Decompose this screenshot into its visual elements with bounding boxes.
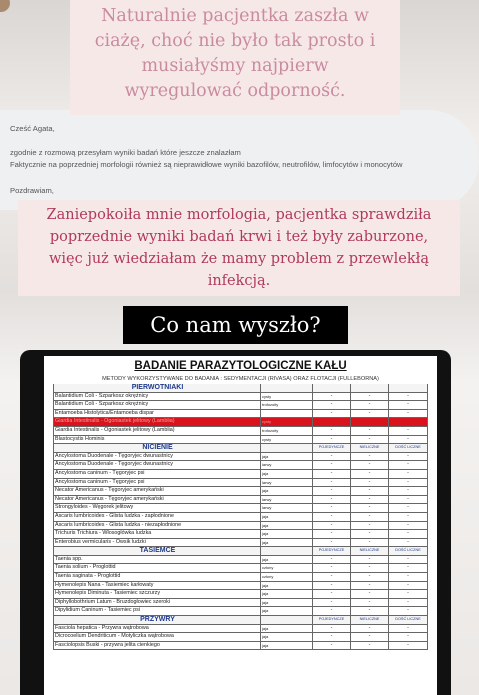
result-cell: - bbox=[313, 470, 351, 478]
table-row bbox=[53, 504, 428, 513]
result-cell: - bbox=[351, 599, 389, 607]
caption-line: ciażę, choć nie było tak prosto i bbox=[94, 31, 376, 51]
result-cell: - bbox=[351, 453, 389, 461]
specimen-form: jaja bbox=[261, 453, 313, 461]
result-cell: - bbox=[313, 401, 351, 409]
result-cell: - bbox=[313, 625, 351, 633]
table-row bbox=[53, 590, 428, 599]
lab-report-document bbox=[44, 356, 437, 695]
caption-top bbox=[70, 0, 400, 115]
parasite-name: Dipylidium Caninum - Tasiemiec psi bbox=[53, 607, 261, 615]
result-cell: - bbox=[313, 607, 351, 615]
parasite-name: Entamoeba Histolytica/Entamoeba dispar bbox=[53, 410, 261, 418]
result-cell: - bbox=[389, 427, 428, 435]
parasite-name: Ascaris lumbricoides - Glista ludzka - niezapłodnione bbox=[53, 522, 261, 530]
result-cell: - bbox=[389, 564, 428, 572]
result-cell: - bbox=[313, 642, 351, 650]
table-row bbox=[53, 573, 428, 582]
parasite-name: Fasciola hepatica - Przywra wątrobowa bbox=[53, 625, 261, 633]
result-cell: - bbox=[313, 522, 351, 530]
table-row bbox=[53, 453, 428, 462]
result-cell: - bbox=[351, 642, 389, 650]
table-cell bbox=[261, 384, 313, 392]
result-cell: - bbox=[313, 427, 351, 435]
result-cell: - bbox=[351, 607, 389, 615]
result-cell: - bbox=[389, 487, 428, 495]
table-section-header bbox=[53, 384, 428, 393]
parasite-name: Ancylostoma Duodenale - Tęgoryjec dwunastnicy bbox=[53, 461, 261, 469]
column-header: DOŚĆ LICZNE bbox=[389, 547, 428, 555]
column-header: POJEDYNCZE bbox=[313, 616, 351, 624]
table-cell bbox=[261, 616, 313, 624]
table-row bbox=[53, 599, 428, 608]
table-row bbox=[53, 522, 428, 531]
result-cell: - bbox=[389, 436, 428, 444]
table-row bbox=[53, 564, 428, 573]
section-title: PIERWOTNIAKI bbox=[53, 384, 261, 392]
caption-line: infekcją. bbox=[207, 273, 271, 289]
column-header: NIELICZNE bbox=[351, 547, 389, 555]
result-cell: - bbox=[351, 470, 389, 478]
email-signoff: Pozdrawiam, bbox=[10, 186, 54, 195]
parasite-name: Blastocystis Hominis bbox=[53, 436, 261, 444]
result-cell: - bbox=[351, 427, 389, 435]
result-cell: - bbox=[351, 496, 389, 504]
parasite-name: Balantidium Coli - Szparkosz okrężnicy bbox=[53, 401, 261, 409]
caption-line: musiałyśmy najpierw bbox=[141, 56, 329, 76]
result-cell: - bbox=[389, 607, 428, 615]
result-cell: - bbox=[389, 539, 428, 547]
table-section-header bbox=[53, 547, 428, 556]
column-header: POJEDYNCZE bbox=[313, 444, 351, 452]
parasite-name: Ancylostoma caninum - Tęgoryjec psi bbox=[53, 470, 261, 478]
parasite-name: Balantidium Coli - Szparkosz okrężnicy bbox=[53, 393, 261, 401]
parasite-name: Giardia Intestinalis - Ogoniastek jelitowy (Lamblia) bbox=[53, 427, 261, 435]
specimen-form: jaja bbox=[261, 530, 313, 538]
section-title: TASIEMCE bbox=[53, 547, 261, 555]
column-header: POJEDYNCZE bbox=[313, 547, 351, 555]
specimen-form: cysty bbox=[261, 436, 313, 444]
parasite-name: Necator Americanus - Tęgoryjec amerykański bbox=[53, 487, 261, 495]
result-cell: - bbox=[313, 573, 351, 581]
specimen-form: jaja bbox=[261, 522, 313, 530]
result-cell: - bbox=[313, 513, 351, 521]
result-cell: - bbox=[313, 487, 351, 495]
specimen-form: cysty bbox=[261, 418, 313, 426]
table-row bbox=[53, 607, 428, 616]
result-cell: - bbox=[351, 590, 389, 598]
specimen-form: trofozoity bbox=[261, 427, 313, 435]
result-cell: - bbox=[389, 401, 428, 409]
result-cell: - bbox=[313, 504, 351, 512]
result-cell: - bbox=[351, 410, 389, 418]
section-title: PRZYWRY bbox=[53, 616, 261, 624]
result-cell: - bbox=[389, 625, 428, 633]
result-cell: - bbox=[313, 453, 351, 461]
parasite-name: Strongyloides - Węgorek jelitowy bbox=[53, 504, 261, 512]
result-cell: - bbox=[389, 556, 428, 564]
result-cell: - bbox=[389, 530, 428, 538]
caption-question: Co nam wyszło? bbox=[123, 306, 348, 344]
specimen-form: jaja bbox=[261, 582, 313, 590]
caption-mid bbox=[18, 200, 460, 296]
result-cell: - bbox=[389, 496, 428, 504]
result-cell: - bbox=[351, 539, 389, 547]
specimen-form: larwy bbox=[261, 461, 313, 469]
result-cell: - bbox=[389, 393, 428, 401]
table-row bbox=[53, 470, 428, 479]
specimen-form: trofozoity bbox=[261, 401, 313, 409]
result-cell: - bbox=[351, 461, 389, 469]
result-cell: - bbox=[389, 599, 428, 607]
table-row bbox=[53, 410, 428, 419]
result-cell: - bbox=[313, 564, 351, 572]
result-cell: - bbox=[389, 522, 428, 530]
specimen-form: człony bbox=[261, 573, 313, 581]
result-cell: - bbox=[389, 410, 428, 418]
column-header bbox=[313, 384, 351, 392]
email-snippet bbox=[0, 110, 479, 210]
parasite-name: Taenia solium - Proglottid bbox=[53, 564, 261, 572]
result-cell: - bbox=[351, 564, 389, 572]
specimen-form: jaja bbox=[261, 556, 313, 564]
document-subtitle: METODY WYKORZYSTYWANE DO BADANIA : SEDYMENTACJI (RIVASA) ORAZ FLOTACJI (FULLEBORNA) bbox=[102, 376, 379, 382]
result-cell: - bbox=[351, 401, 389, 409]
parasite-name: Ancylostoma caninum - Tęgoryjec psi bbox=[53, 479, 261, 487]
specimen-form: człony bbox=[261, 564, 313, 572]
table-row bbox=[53, 436, 428, 445]
caption-line: poprzednie wyniki badań krwi i też były zaburzone, bbox=[49, 229, 429, 245]
result-cell: - bbox=[351, 479, 389, 487]
specimen-form: larwy bbox=[261, 496, 313, 504]
specimen-form: jaja bbox=[261, 642, 313, 650]
result-cell: - bbox=[313, 599, 351, 607]
parasite-name: Hymenolepis Diminuta - Tasiemiec szczurzy bbox=[53, 590, 261, 598]
table-row bbox=[53, 530, 428, 539]
parasite-name: Necator Americanus - Tęgoryjec amerykański bbox=[53, 496, 261, 504]
parasite-name: Hymenolepis Nana - Tasiemiec karłowaty bbox=[53, 582, 261, 590]
parasite-name: Taenia saginata - Proglottid bbox=[53, 573, 261, 581]
result-cell: - bbox=[313, 582, 351, 590]
column-header: DOŚĆ LICZNE bbox=[389, 444, 428, 452]
specimen-form: jaja bbox=[261, 599, 313, 607]
result-cell: - bbox=[313, 539, 351, 547]
result-cell: - bbox=[313, 496, 351, 504]
result-cell: - bbox=[313, 530, 351, 538]
result-cell: - bbox=[313, 633, 351, 641]
result-cell: - bbox=[389, 582, 428, 590]
result-cell: - bbox=[313, 556, 351, 564]
result-cell: - bbox=[313, 410, 351, 418]
specimen-form: cysty bbox=[261, 393, 313, 401]
specimen-form: jaja bbox=[261, 625, 313, 633]
result-cell bbox=[313, 418, 351, 426]
result-cell: - bbox=[313, 590, 351, 598]
table-row bbox=[53, 539, 428, 548]
table-row bbox=[53, 479, 428, 488]
table-row bbox=[53, 487, 428, 496]
parasite-name: Diphyllobothrium Latum - Bruzdogłowiec szeroki bbox=[53, 599, 261, 607]
result-cell: - bbox=[389, 461, 428, 469]
parasite-name: Ascaris lumbricoides - Glista ludzka - zapłodnione bbox=[53, 513, 261, 521]
table-row bbox=[53, 633, 428, 642]
table-row bbox=[53, 461, 428, 470]
result-cell: - bbox=[351, 513, 389, 521]
result-cell: - bbox=[389, 504, 428, 512]
table-row bbox=[53, 401, 428, 410]
result-cell: - bbox=[313, 436, 351, 444]
result-cell: - bbox=[389, 573, 428, 581]
parasite-name: Trichuris Trichiura - Włosogłówka ludzka bbox=[53, 530, 261, 538]
section-title: NICIENIE bbox=[53, 444, 261, 452]
table-cell bbox=[261, 444, 313, 452]
parasite-name: Dicrocoelium Dendriticum - Motyliczka wątrobowa bbox=[53, 633, 261, 641]
result-cell: - bbox=[351, 582, 389, 590]
column-header bbox=[389, 384, 428, 392]
specimen-form: jaja bbox=[261, 539, 313, 547]
result-cell: - bbox=[351, 522, 389, 530]
parasite-name: Enterobius vermicularis - Owsik ludzki bbox=[53, 539, 261, 547]
table-row bbox=[53, 582, 428, 591]
result-cell: - bbox=[389, 470, 428, 478]
specimen-form: jaja bbox=[261, 487, 313, 495]
results-table bbox=[53, 384, 428, 650]
result-cell: - bbox=[351, 530, 389, 538]
specimen-form: jaja bbox=[261, 513, 313, 521]
specimen-form: jaja bbox=[261, 470, 313, 478]
column-header: NIELICZNE bbox=[351, 444, 389, 452]
specimen-form: larwy bbox=[261, 479, 313, 487]
specimen-form: larwy bbox=[261, 504, 313, 512]
result-cell bbox=[389, 418, 428, 426]
result-cell: - bbox=[351, 436, 389, 444]
table-section-header bbox=[53, 616, 428, 625]
result-cell: - bbox=[351, 573, 389, 581]
table-row bbox=[53, 625, 428, 634]
email-greeting: Cześć Agata, bbox=[10, 124, 55, 133]
table-row bbox=[53, 418, 428, 427]
table-row bbox=[53, 642, 428, 651]
caption-line: więc już wiedziałam że mamy problem z przewlekłą bbox=[48, 251, 429, 267]
table-row bbox=[53, 427, 428, 436]
result-cell: - bbox=[389, 642, 428, 650]
result-cell: - bbox=[351, 625, 389, 633]
result-cell: - bbox=[313, 479, 351, 487]
caption-line: Zaniepokoiła mnie morfologia, pacjentka sprawdziła bbox=[46, 207, 432, 223]
parasite-name: Fasciolopsis Buski - przywra jelita cienkiego bbox=[53, 642, 261, 650]
email-line: zgodnie z rozmową przesyłam wyniki badań które jeszcze znalazłam bbox=[10, 148, 241, 157]
table-row bbox=[53, 513, 428, 522]
result-cell: - bbox=[351, 633, 389, 641]
column-header: NIELICZNE bbox=[351, 616, 389, 624]
specimen-form bbox=[261, 410, 313, 418]
specimen-form: jaja bbox=[261, 633, 313, 641]
result-cell: - bbox=[389, 513, 428, 521]
specimen-form: jaja bbox=[261, 590, 313, 598]
column-header bbox=[351, 384, 389, 392]
column-header: DOŚĆ LICZNE bbox=[389, 616, 428, 624]
table-row bbox=[53, 556, 428, 565]
caption-line: Naturalnie pacjentka zaszła w bbox=[101, 6, 369, 26]
result-cell: - bbox=[351, 393, 389, 401]
result-cell: - bbox=[389, 453, 428, 461]
result-cell: - bbox=[351, 487, 389, 495]
result-cell: - bbox=[389, 590, 428, 598]
table-row bbox=[53, 496, 428, 505]
specimen-form: jaja bbox=[261, 607, 313, 615]
parasite-name: Taenia spp. bbox=[53, 556, 261, 564]
result-cell: - bbox=[351, 504, 389, 512]
parasite-name: Giardia Intestinalis - Ogoniastek jelitowy (Lamblia) bbox=[53, 418, 261, 426]
result-cell: - bbox=[351, 556, 389, 564]
email-line: Faktycznie na poprzedniej morfologii również są nieprawidłowe wyniki bazofilów, neutrofilów, limfocytów i monocytów bbox=[10, 160, 403, 169]
table-cell bbox=[261, 547, 313, 555]
document-title: BADANIE PARAZYTOLOGICZNE KAŁU bbox=[134, 360, 347, 372]
caption-line: wyregulować odporność. bbox=[124, 81, 346, 101]
result-cell: - bbox=[389, 633, 428, 641]
result-cell bbox=[351, 418, 389, 426]
table-row bbox=[53, 393, 428, 402]
table-section-header bbox=[53, 444, 428, 453]
result-cell: - bbox=[313, 393, 351, 401]
parasite-name: Ancylostoma Duodenale - Tęgoryjec dwunastnicy bbox=[53, 453, 261, 461]
result-cell: - bbox=[313, 461, 351, 469]
result-cell: - bbox=[389, 479, 428, 487]
